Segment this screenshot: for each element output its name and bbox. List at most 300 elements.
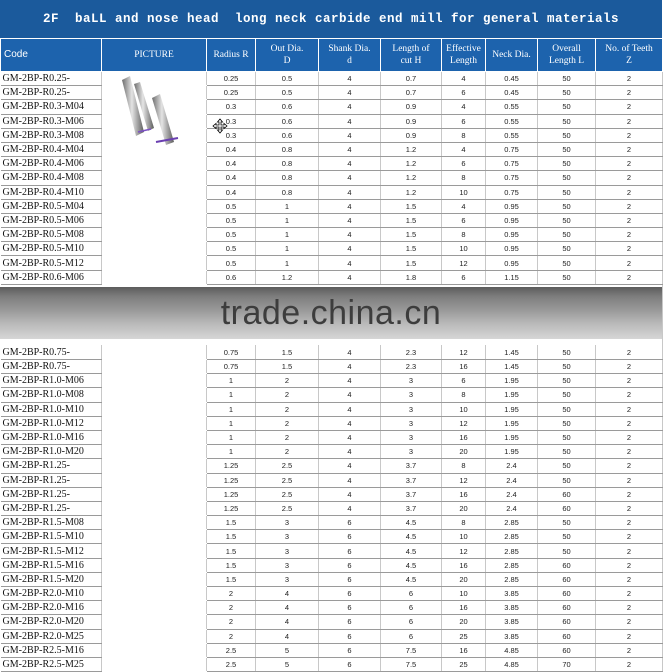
table-row (1, 388, 663, 402)
cell-neck-dia: 0.95 (486, 256, 538, 270)
cell-out-dia: 0.5 (256, 72, 319, 86)
cell-picture (102, 473, 207, 487)
cell-effective-length: 10 (442, 185, 486, 199)
cell-out-dia: 4 (256, 615, 319, 629)
cell-neck-dia: 1.95 (486, 388, 538, 402)
cell-radius: 1.5 (207, 530, 256, 544)
cell-overall-length: 60 (538, 487, 596, 501)
cell-neck-dia: 0.75 (486, 185, 538, 199)
cell-radius: 1.5 (207, 572, 256, 586)
cell-teeth: 2 (596, 128, 663, 142)
cell-teeth: 2 (596, 86, 663, 100)
table-row (1, 256, 663, 270)
cell-effective-length: 20 (442, 572, 486, 586)
cell-radius: 2 (207, 587, 256, 601)
cell-out-dia: 5 (256, 657, 319, 671)
cell-radius: 0.5 (207, 228, 256, 242)
cell-out-dia: 2 (256, 430, 319, 444)
cell-out-dia: 3 (256, 558, 319, 572)
cell-teeth: 2 (596, 256, 663, 270)
cell-code: GM-2BP-R2.5-M25 (1, 657, 102, 671)
cell-overall-length: 50 (538, 213, 596, 227)
cell-teeth: 2 (596, 445, 663, 459)
cell-effective-length: 16 (442, 430, 486, 444)
cell-neck-dia: 4.85 (486, 657, 538, 671)
cell-length-of-cut: 4.5 (381, 530, 442, 544)
cell-shank-dia: 4 (319, 430, 381, 444)
cell-radius: 0.5 (207, 199, 256, 213)
table-row (1, 270, 663, 284)
cell-length-of-cut: 6 (381, 601, 442, 615)
cell-out-dia: 0.8 (256, 185, 319, 199)
cell-code: GM-2BP-R0.3-M08 (1, 128, 102, 142)
cell-neck-dia: 2.85 (486, 544, 538, 558)
cell-overall-length: 50 (538, 228, 596, 242)
cell-length-of-cut: 3.7 (381, 459, 442, 473)
cell-neck-dia: 2.4 (486, 473, 538, 487)
cell-out-dia: 4 (256, 587, 319, 601)
cell-radius: 0.5 (207, 256, 256, 270)
cell-out-dia: 0.6 (256, 128, 319, 142)
cell-teeth: 2 (596, 345, 663, 359)
cell-code: GM-2BP-R1.5-M12 (1, 544, 102, 558)
cell-overall-length: 50 (538, 142, 596, 156)
cell-teeth: 2 (596, 459, 663, 473)
cell-teeth: 2 (596, 242, 663, 256)
cell-out-dia: 3 (256, 516, 319, 530)
table-row (1, 228, 663, 242)
table-row (1, 558, 663, 572)
cell-code: GM-2BP-R0.4-M06 (1, 157, 102, 171)
cell-radius: 0.6 (207, 270, 256, 284)
cell-teeth: 2 (596, 643, 663, 657)
table-row (1, 459, 663, 473)
cell-picture (102, 487, 207, 501)
cell-overall-length: 50 (538, 256, 596, 270)
cell-code: GM-2BP-R0.3-M04 (1, 100, 102, 114)
cell-neck-dia: 1.95 (486, 402, 538, 416)
cell-effective-length: 8 (442, 128, 486, 142)
header-shank-dia: Shank Dia. d (319, 39, 381, 72)
cell-neck-dia: 2.85 (486, 530, 538, 544)
cell-code: GM-2BP-R2.0-M16 (1, 601, 102, 615)
cell-shank-dia: 4 (319, 199, 381, 213)
cell-neck-dia: 3.85 (486, 601, 538, 615)
cell-overall-length: 50 (538, 270, 596, 284)
header-overall-length: Overall Length L (538, 39, 596, 72)
cell-out-dia: 2.5 (256, 487, 319, 501)
cell-shank-dia: 6 (319, 530, 381, 544)
cell-teeth: 2 (596, 213, 663, 227)
cell-overall-length: 50 (538, 516, 596, 530)
cell-teeth: 2 (596, 360, 663, 374)
cell-radius: 0.4 (207, 157, 256, 171)
table-row (1, 142, 663, 156)
cell-picture (102, 199, 207, 213)
cell-out-dia: 0.8 (256, 157, 319, 171)
cell-neck-dia: 0.95 (486, 242, 538, 256)
cell-radius: 2 (207, 601, 256, 615)
cell-overall-length: 50 (538, 388, 596, 402)
cell-overall-length: 50 (538, 114, 596, 128)
cell-shank-dia: 4 (319, 86, 381, 100)
watermark-band (0, 287, 662, 339)
cell-code: GM-2BP-R1.5-M20 (1, 572, 102, 586)
cell-teeth: 2 (596, 544, 663, 558)
cell-out-dia: 3 (256, 544, 319, 558)
cell-out-dia: 2.5 (256, 501, 319, 515)
cell-effective-length: 6 (442, 213, 486, 227)
header-out-dia: Out Dia. D (256, 39, 319, 72)
cell-effective-length: 10 (442, 530, 486, 544)
table-row (1, 114, 663, 128)
cell-effective-length: 12 (442, 544, 486, 558)
cell-code: GM-2BP-R0.3-M06 (1, 114, 102, 128)
cell-length-of-cut: 6 (381, 587, 442, 601)
cell-code: GM-2BP-R1.0-M20 (1, 445, 102, 459)
cell-radius: 0.4 (207, 171, 256, 185)
cell-radius: 1.25 (207, 501, 256, 515)
cell-effective-length: 6 (442, 270, 486, 284)
cell-picture (102, 430, 207, 444)
cell-radius: 0.3 (207, 128, 256, 142)
cell-length-of-cut: 3.7 (381, 473, 442, 487)
cell-neck-dia: 0.45 (486, 86, 538, 100)
cell-radius: 1.25 (207, 487, 256, 501)
cell-picture (102, 185, 207, 199)
cell-picture (102, 360, 207, 374)
cell-length-of-cut: 3 (381, 402, 442, 416)
cell-effective-length: 4 (442, 142, 486, 156)
cell-neck-dia: 2.4 (486, 501, 538, 515)
cell-out-dia: 0.8 (256, 171, 319, 185)
cell-shank-dia: 6 (319, 572, 381, 586)
cell-radius: 0.25 (207, 72, 256, 86)
cell-effective-length: 16 (442, 558, 486, 572)
cell-effective-length: 20 (442, 615, 486, 629)
cell-teeth: 2 (596, 530, 663, 544)
cell-radius: 2 (207, 615, 256, 629)
cell-overall-length: 60 (538, 615, 596, 629)
cell-teeth: 2 (596, 171, 663, 185)
cell-out-dia: 0.8 (256, 142, 319, 156)
cell-overall-length: 60 (538, 501, 596, 515)
cell-code: GM-2BP-R0.75- (1, 345, 102, 359)
watermark-text: trade.china.cn (220, 293, 442, 332)
cell-picture (102, 213, 207, 227)
cell-neck-dia: 0.95 (486, 228, 538, 242)
cell-overall-length: 50 (538, 374, 596, 388)
cell-shank-dia: 6 (319, 558, 381, 572)
cell-length-of-cut: 1.5 (381, 256, 442, 270)
cell-neck-dia: 2.4 (486, 487, 538, 501)
cell-teeth: 2 (596, 228, 663, 242)
cell-neck-dia: 0.55 (486, 114, 538, 128)
cell-out-dia: 3 (256, 530, 319, 544)
cell-neck-dia: 2.85 (486, 558, 538, 572)
cell-neck-dia: 0.95 (486, 199, 538, 213)
cell-length-of-cut: 1.5 (381, 228, 442, 242)
cell-neck-dia: 3.85 (486, 629, 538, 643)
cell-code: GM-2BP-R1.0-M08 (1, 388, 102, 402)
cell-shank-dia: 4 (319, 100, 381, 114)
table-row (1, 601, 663, 615)
cell-teeth: 2 (596, 416, 663, 430)
cell-radius: 0.3 (207, 100, 256, 114)
cell-neck-dia: 2.4 (486, 459, 538, 473)
cell-code: GM-2BP-R0.4-M10 (1, 185, 102, 199)
cell-length-of-cut: 3 (381, 430, 442, 444)
cell-neck-dia: 1.95 (486, 374, 538, 388)
cell-code: GM-2BP-R1.25- (1, 487, 102, 501)
cell-shank-dia: 6 (319, 544, 381, 558)
cell-out-dia: 0.6 (256, 114, 319, 128)
cell-effective-length: 12 (442, 345, 486, 359)
cell-picture (102, 558, 207, 572)
cell-overall-length: 50 (538, 242, 596, 256)
cell-radius: 2.5 (207, 657, 256, 671)
cell-overall-length: 60 (538, 558, 596, 572)
cell-effective-length: 8 (442, 459, 486, 473)
cell-length-of-cut: 1.5 (381, 213, 442, 227)
cell-overall-length: 60 (538, 643, 596, 657)
cell-radius: 0.4 (207, 142, 256, 156)
cell-code: GM-2BP-R1.25- (1, 501, 102, 515)
cell-picture (102, 270, 207, 284)
table-row (1, 157, 663, 171)
table-row (1, 242, 663, 256)
cell-picture (102, 657, 207, 671)
cell-neck-dia: 1.95 (486, 430, 538, 444)
cell-picture (102, 402, 207, 416)
cell-picture (102, 445, 207, 459)
cell-code: GM-2BP-R0.6-M06 (1, 270, 102, 284)
cell-out-dia: 1.5 (256, 360, 319, 374)
cell-radius: 1 (207, 416, 256, 430)
cell-code: GM-2BP-R1.5-M10 (1, 530, 102, 544)
cell-length-of-cut: 1.5 (381, 199, 442, 213)
cell-shank-dia: 4 (319, 360, 381, 374)
cell-neck-dia: 3.85 (486, 587, 538, 601)
cell-picture (102, 459, 207, 473)
cell-neck-dia: 1.45 (486, 345, 538, 359)
cell-length-of-cut: 4.5 (381, 544, 442, 558)
cell-radius: 0.75 (207, 345, 256, 359)
cell-teeth: 2 (596, 270, 663, 284)
cell-shank-dia: 4 (319, 142, 381, 156)
header-picture: PICTURE (102, 39, 207, 72)
cell-length-of-cut: 3.7 (381, 487, 442, 501)
cell-teeth: 2 (596, 100, 663, 114)
cell-effective-length: 4 (442, 72, 486, 86)
cell-overall-length: 50 (538, 185, 596, 199)
cell-out-dia: 2 (256, 402, 319, 416)
cell-out-dia: 2 (256, 374, 319, 388)
cell-length-of-cut: 0.7 (381, 86, 442, 100)
cell-neck-dia: 0.55 (486, 100, 538, 114)
cell-picture (102, 242, 207, 256)
cell-picture (102, 643, 207, 657)
cell-radius: 1.5 (207, 558, 256, 572)
cell-effective-length: 6 (442, 157, 486, 171)
cell-shank-dia: 4 (319, 128, 381, 142)
cell-teeth: 2 (596, 185, 663, 199)
cell-code: GM-2BP-R0.5-M10 (1, 242, 102, 256)
cell-neck-dia: 0.55 (486, 128, 538, 142)
cell-teeth: 2 (596, 199, 663, 213)
cell-length-of-cut: 0.9 (381, 114, 442, 128)
cell-picture (102, 587, 207, 601)
cell-radius: 0.4 (207, 185, 256, 199)
table-row (1, 473, 663, 487)
cell-neck-dia: 0.75 (486, 157, 538, 171)
cell-code: GM-2BP-R2.0-M25 (1, 629, 102, 643)
table-row (1, 445, 663, 459)
cell-length-of-cut: 3 (381, 416, 442, 430)
cell-length-of-cut: 7.5 (381, 657, 442, 671)
cell-shank-dia: 4 (319, 157, 381, 171)
cell-code: GM-2BP-R0.5-M04 (1, 199, 102, 213)
cell-effective-length: 16 (442, 601, 486, 615)
cell-overall-length: 50 (538, 445, 596, 459)
cell-shank-dia: 4 (319, 256, 381, 270)
specs-table (0, 38, 663, 672)
cell-shank-dia: 4 (319, 487, 381, 501)
table-row (1, 213, 663, 227)
cell-shank-dia: 4 (319, 242, 381, 256)
cell-out-dia: 4 (256, 601, 319, 615)
cell-picture (102, 388, 207, 402)
cell-neck-dia: 1.15 (486, 270, 538, 284)
cell-out-dia: 1 (256, 228, 319, 242)
cell-picture (102, 256, 207, 270)
cell-length-of-cut: 1.2 (381, 157, 442, 171)
table-row (1, 360, 663, 374)
cell-teeth: 2 (596, 615, 663, 629)
cell-code: GM-2BP-R0.25- (1, 86, 102, 100)
cell-length-of-cut: 2.3 (381, 360, 442, 374)
cell-effective-length: 10 (442, 242, 486, 256)
cell-length-of-cut: 1.8 (381, 270, 442, 284)
cell-teeth: 2 (596, 501, 663, 515)
header-radius: Radius R (207, 39, 256, 72)
cell-overall-length: 50 (538, 530, 596, 544)
header-effective-length: Effective Length (442, 39, 486, 72)
cell-length-of-cut: 1.2 (381, 142, 442, 156)
cell-code: GM-2BP-R1.0-M12 (1, 416, 102, 430)
cell-code: GM-2BP-R0.25- (1, 72, 102, 86)
cell-overall-length: 60 (538, 587, 596, 601)
cell-effective-length: 20 (442, 501, 486, 515)
page-title: 2F baLL and nose head long neck carbide end mill for general materials (0, 0, 662, 38)
cell-overall-length: 50 (538, 416, 596, 430)
cell-effective-length: 16 (442, 360, 486, 374)
cell-length-of-cut: 6 (381, 615, 442, 629)
cell-length-of-cut: 6 (381, 629, 442, 643)
table-row (1, 530, 663, 544)
cell-picture (102, 530, 207, 544)
cell-shank-dia: 4 (319, 72, 381, 86)
cell-effective-length: 6 (442, 114, 486, 128)
cell-overall-length: 50 (538, 171, 596, 185)
cell-code: GM-2BP-R0.75- (1, 360, 102, 374)
table-row (1, 171, 663, 185)
table-body (1, 72, 663, 672)
cell-length-of-cut: 0.9 (381, 128, 442, 142)
cell-code: GM-2BP-R0.5-M06 (1, 213, 102, 227)
cell-shank-dia: 4 (319, 270, 381, 284)
cell-code: GM-2BP-R2.0-M20 (1, 615, 102, 629)
cell-effective-length: 4 (442, 199, 486, 213)
cell-length-of-cut: 0.9 (381, 100, 442, 114)
cell-out-dia: 0.5 (256, 86, 319, 100)
cell-radius: 1.25 (207, 459, 256, 473)
cell-out-dia: 0.6 (256, 100, 319, 114)
cell-teeth: 2 (596, 157, 663, 171)
table-row (1, 657, 663, 671)
table-row (1, 72, 663, 86)
cell-effective-length: 16 (442, 487, 486, 501)
cell-picture (102, 501, 207, 515)
cell-effective-length: 6 (442, 86, 486, 100)
cell-effective-length: 8 (442, 388, 486, 402)
cell-teeth: 2 (596, 388, 663, 402)
cell-shank-dia: 4 (319, 445, 381, 459)
cell-shank-dia: 6 (319, 629, 381, 643)
table-row (1, 629, 663, 643)
cell-picture (102, 157, 207, 171)
cell-overall-length: 50 (538, 86, 596, 100)
cell-length-of-cut: 7.5 (381, 643, 442, 657)
header-neck-dia: Neck Dia. (486, 39, 538, 72)
cell-teeth: 2 (596, 516, 663, 530)
cell-effective-length: 8 (442, 516, 486, 530)
cell-picture (102, 345, 207, 359)
cell-neck-dia: 0.75 (486, 171, 538, 185)
cell-length-of-cut: 1.5 (381, 242, 442, 256)
cell-out-dia: 2 (256, 445, 319, 459)
cell-shank-dia: 6 (319, 516, 381, 530)
cell-effective-length: 16 (442, 643, 486, 657)
table-row (1, 501, 663, 515)
cell-teeth: 2 (596, 657, 663, 671)
cell-radius: 2 (207, 629, 256, 643)
cell-radius: 1 (207, 445, 256, 459)
cell-radius: 0.5 (207, 213, 256, 227)
cell-teeth: 2 (596, 587, 663, 601)
cell-radius: 0.5 (207, 242, 256, 256)
cell-overall-length: 60 (538, 601, 596, 615)
table-row (1, 345, 663, 359)
cell-effective-length: 25 (442, 629, 486, 643)
cell-radius: 1 (207, 430, 256, 444)
cell-shank-dia: 6 (319, 587, 381, 601)
cell-picture (102, 171, 207, 185)
cell-out-dia: 2 (256, 416, 319, 430)
cell-length-of-cut: 3 (381, 388, 442, 402)
table-row (1, 544, 663, 558)
cell-picture (102, 544, 207, 558)
table-header-row (1, 39, 663, 72)
header-code: Code (1, 39, 102, 72)
cell-teeth: 2 (596, 601, 663, 615)
move-cursor-icon (213, 119, 227, 133)
table-row (1, 199, 663, 213)
cell-out-dia: 2.5 (256, 459, 319, 473)
cell-shank-dia: 4 (319, 388, 381, 402)
cell-teeth: 2 (596, 114, 663, 128)
cell-shank-dia: 6 (319, 643, 381, 657)
